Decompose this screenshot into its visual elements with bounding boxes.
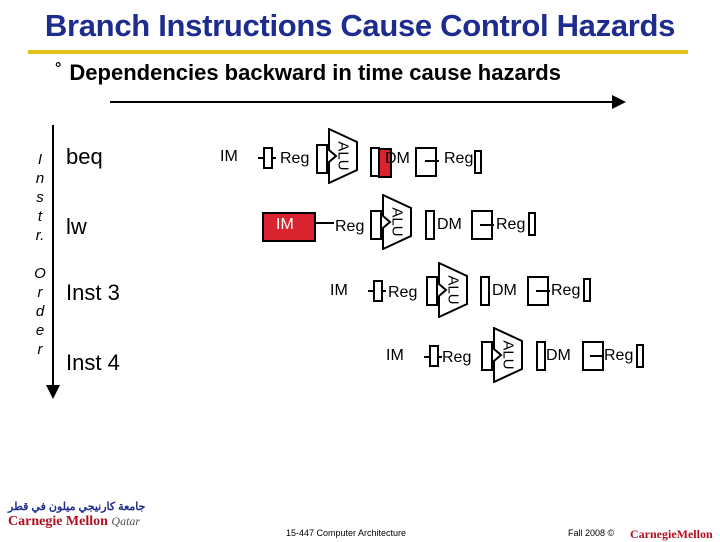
instr-label-lw: lw: [66, 214, 87, 239]
stage-reg-read: Reg: [388, 284, 418, 301]
stage-dm: DM: [385, 150, 410, 167]
alu-label: ALU: [499, 340, 517, 370]
stage-im: IM: [330, 282, 348, 299]
stage-reg-write: Reg: [496, 216, 526, 233]
stage-reg-read: Reg: [442, 349, 472, 366]
pipe-latch: [583, 278, 591, 302]
footer-term: Fall 2008 ©: [568, 528, 615, 538]
alu-label: ALU: [444, 275, 462, 305]
bullet-text: Dependencies backward in time cause hazards: [69, 60, 561, 85]
instr-label-beq: beq: [66, 144, 103, 169]
title-underline: [28, 50, 688, 54]
pipe-latch: [316, 144, 328, 174]
stage-im: IM: [386, 347, 404, 364]
alu-label: ALU: [334, 141, 352, 171]
order-letter: I: [37, 151, 43, 168]
alu-unit: [382, 194, 412, 250]
pipe-latch: [373, 280, 383, 302]
order-letter: [30, 245, 50, 264]
time-arrow-head: [612, 95, 626, 109]
pipe-latch: [528, 212, 536, 236]
order-letter: t: [37, 208, 43, 225]
pipe-latch: [429, 345, 439, 367]
order-letter: d: [35, 303, 45, 320]
stage-im: IM: [220, 148, 238, 165]
stage-reg-write: Reg: [551, 282, 581, 299]
slide-title: Branch Instructions Cause Control Hazards: [44, 8, 676, 43]
order-letter: r: [37, 284, 43, 301]
pipe-latch: [481, 341, 493, 371]
bullet-point: [55, 60, 561, 86]
order-letter: s: [36, 189, 44, 206]
order-letter: n: [35, 170, 45, 187]
stage-dm: DM: [492, 282, 517, 299]
order-letter: O: [34, 265, 46, 282]
pipe-latch: [425, 210, 435, 240]
pipe-latch: [536, 341, 546, 371]
bullet-mark: °: [55, 60, 62, 77]
cmu-qatar-logo: [8, 514, 140, 530]
footer-course: 15-447 Computer Architecture: [286, 528, 407, 538]
order-arrow-head: [46, 385, 60, 399]
alu-unit: [328, 128, 358, 184]
time-axis: [110, 101, 615, 103]
cmu-qatar-logo-arabic: جامعة كارنيجي ميلون في قطر: [8, 501, 146, 513]
alu-label: ALU: [388, 207, 406, 237]
pipe-latch: [474, 150, 482, 174]
alu-unit: [438, 262, 468, 318]
logo-campus: Qatar: [111, 514, 141, 528]
stage-reg-read: Reg: [335, 218, 365, 235]
stage-dm: DM: [437, 216, 462, 233]
order-letter: e: [35, 322, 45, 339]
stage-dm: DM: [546, 347, 571, 364]
order-axis: [52, 125, 54, 392]
stage-reg-read: Reg: [280, 150, 310, 167]
stage-reg-write: Reg: [604, 347, 634, 364]
instr-label-inst4: Inst 4: [66, 350, 120, 375]
stage-im: IM: [276, 216, 294, 233]
stage-reg-write: Reg: [444, 150, 474, 167]
pipe-latch: [370, 210, 382, 240]
pipe-latch: [426, 276, 438, 306]
instr-label-inst3: Inst 3: [66, 280, 120, 305]
pipe-latch: [415, 147, 437, 177]
order-letter: r: [37, 341, 43, 358]
pipe-latch: [636, 344, 644, 368]
instruction-order-label: [30, 150, 50, 359]
order-letter: r.: [35, 227, 45, 244]
logo-name: Carnegie Mellon: [8, 514, 108, 529]
footer-brand: CarnegieMellon: [630, 527, 713, 541]
pipe-latch: [480, 276, 490, 306]
pipe-latch: [263, 147, 273, 169]
alu-unit: [493, 327, 523, 383]
